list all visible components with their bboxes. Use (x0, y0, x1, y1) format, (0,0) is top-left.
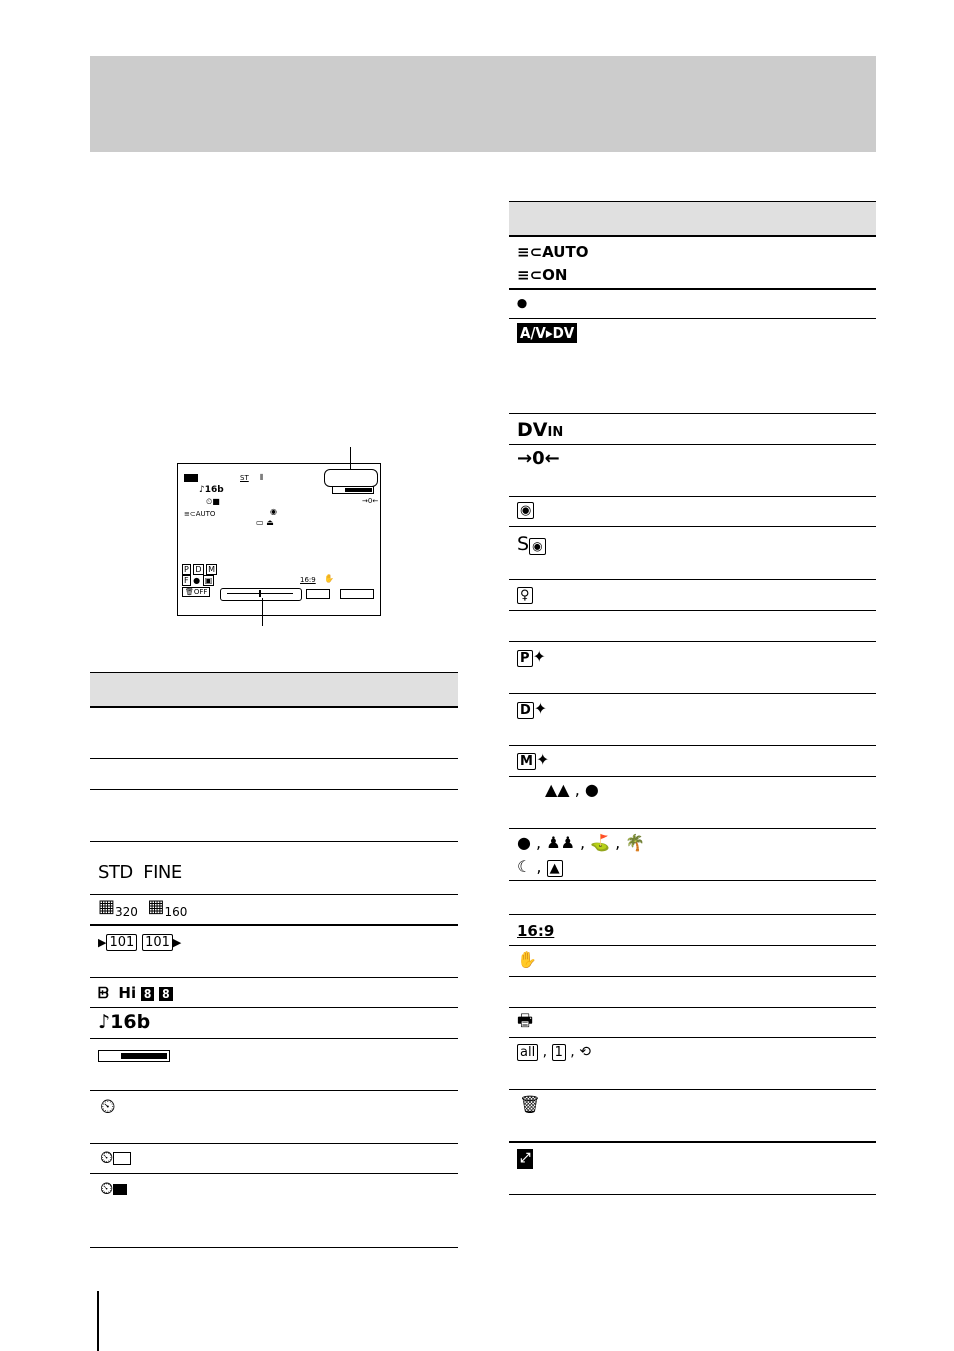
left-table-header (90, 673, 458, 707)
zoom-bar-marker (259, 590, 261, 597)
battery-icon (184, 474, 198, 484)
wide-mode-icon: 16:9 (300, 576, 316, 584)
memory-stick-icon (517, 1148, 533, 1169)
movie-size-icons (98, 898, 187, 921)
triangle-right-icon: ▶ (98, 936, 107, 949)
left-row-divider (90, 1090, 458, 1091)
steady-shot-icon: ✋ (324, 574, 334, 583)
right-table-top-rule (509, 201, 876, 202)
tape-format-icons (98, 984, 173, 1002)
left-row-divider (90, 1173, 458, 1174)
tape-remaining-icon (98, 1046, 170, 1064)
right-row-divider (509, 776, 876, 777)
right-row-divider (509, 1089, 876, 1090)
wide-mode-icon: 16:9 (517, 922, 555, 940)
fine-quality-icon: FINE (143, 862, 182, 883)
right-row-divider (509, 610, 876, 611)
right-row-divider (509, 745, 876, 746)
left-row-divider (90, 1143, 458, 1144)
dv-in-icon (517, 421, 563, 442)
std-mark: ST (240, 474, 249, 482)
std-quality-icon: STD (98, 862, 133, 883)
right-table-header-rule (509, 235, 876, 237)
self-timer-icon: ⏲■ (206, 497, 220, 506)
scene-icons: F ● ▣ (184, 576, 213, 585)
nightshot-box: ◉ (517, 502, 534, 519)
trash-icon: 🗑 (519, 1095, 541, 1115)
cassette-eject-icon: ▭ ⏏ (256, 518, 274, 527)
right-row-divider (509, 579, 876, 580)
left-table-header-rule (90, 706, 458, 708)
tape-remaining-bar (98, 1050, 170, 1062)
pause-play-icon: ⏺ (517, 291, 527, 315)
digital-effect-icon: D ✦ (517, 700, 547, 719)
right-row-divider (509, 641, 876, 642)
folder-101-icon: 101 (142, 934, 173, 951)
landscape-box: ▲ (547, 860, 563, 877)
lcd-frame (177, 463, 381, 616)
eight-icon: 8 (141, 987, 155, 1001)
slow-shutter-box: ♀ (517, 587, 533, 604)
right-table-bottom-rule (509, 1194, 876, 1195)
digital8-icon: ᗸ (98, 984, 109, 1002)
left-row-divider (90, 1007, 458, 1008)
right-row-divider (509, 914, 876, 915)
zero-set-icon: →0← (362, 497, 379, 505)
interval-photo-icon: ⏲ (100, 1180, 127, 1198)
callout-line-top (350, 447, 351, 469)
backlight-icon (517, 500, 534, 519)
program-ae-icons: ● , ♟♟ , ⛳ , 🌴 (517, 833, 646, 852)
callout-box (324, 469, 378, 487)
format-icon: ⦀ (260, 473, 264, 482)
right-row-divider (509, 318, 876, 319)
film-icon: ▦ (98, 896, 116, 917)
color-slow-shutter-icon (517, 585, 533, 604)
right-row-divider (509, 945, 876, 946)
av-dv-icon (517, 323, 577, 343)
triangle-right-icon: ▶ (172, 936, 182, 949)
folder-icons (98, 932, 181, 952)
dv-label: DV (517, 419, 548, 441)
super-s-label: S (517, 533, 530, 555)
flash-auto-icon: ≡⊂AUTO (517, 243, 589, 261)
steady-shot-off-icon: ✋ (517, 950, 537, 969)
in-label: IN (547, 425, 564, 440)
right-row-divider (509, 444, 876, 445)
section-header-band (90, 56, 876, 152)
size-160-label: 160 (164, 905, 188, 919)
right-row-divider (509, 496, 876, 497)
right-row-divider (509, 828, 876, 829)
tape-remaining-icon (332, 486, 374, 496)
right-row-divider (509, 288, 876, 290)
m-box: M (517, 753, 536, 770)
print-mark-icon: 🖶 (517, 1011, 534, 1031)
right-row-divider (509, 413, 876, 414)
right-row-divider (509, 1007, 876, 1008)
callout-line-bottom (262, 598, 263, 626)
off-label: OFF (193, 588, 208, 596)
program-ae-icons: P D M (184, 565, 215, 574)
size-320-label: 320 (115, 905, 138, 919)
audio-mode-icon: ♪16b (98, 1011, 151, 1033)
hi-label: Hi (118, 984, 137, 1002)
all-box: all (517, 1044, 538, 1061)
delete-off-button: 🗑OFF (182, 588, 210, 597)
super-nightshot-icon (517, 535, 546, 555)
flash-auto-label: AUTO (195, 510, 216, 518)
right-row-divider (509, 880, 876, 881)
self-timer-icon: ⏲ (100, 1094, 116, 1118)
focus-icons: ▲▲ , ● (545, 780, 599, 799)
quality-icons (98, 864, 182, 882)
left-row-divider (90, 894, 458, 895)
p-box: P (517, 650, 533, 667)
page-margin-bar (97, 1291, 99, 1351)
hi8-icon (118, 984, 136, 1002)
audio-mode-icon: ♪16b (199, 485, 224, 495)
flash-auto-icon: ≡⊂AUTO (184, 510, 216, 518)
left-row-divider (90, 841, 458, 842)
left-table-bottom-rule (90, 1247, 458, 1248)
right-row-divider (509, 1141, 876, 1143)
backlight-icon: ◉ (270, 507, 277, 516)
tape-button (306, 589, 330, 601)
av-dv-label: A/V▸DV (517, 323, 577, 343)
zero-set-memory-icon: →0← (517, 448, 560, 469)
memory-mix-icon: M ✦ (517, 751, 549, 770)
memory-stick-box: ⤢ (517, 1149, 533, 1169)
left-row-divider (90, 1038, 458, 1039)
zoom-bar-callout (220, 588, 302, 601)
right-table-header (509, 202, 876, 236)
left-row-divider (90, 758, 458, 759)
left-row-divider (90, 789, 458, 790)
flash-auto-label: AUTO (542, 243, 589, 261)
eight-icon: 8 (159, 987, 173, 1001)
right-row-divider (509, 1037, 876, 1038)
left-row-divider (90, 977, 458, 978)
right-row-divider (509, 526, 876, 527)
interval-rec-tape-icon: ⏲ (100, 1149, 131, 1167)
blank-button (340, 589, 374, 601)
flash-on-label: ON (542, 266, 568, 284)
picture-effect-icon: P ✦ (517, 648, 546, 667)
left-row-divider (90, 924, 458, 926)
left-table-top-rule (90, 672, 458, 673)
flash-on-icon: ≡⊂ON (517, 266, 568, 284)
folder-101-icon: 101 (106, 934, 137, 951)
film-icon: ▦ (147, 896, 165, 917)
d-box: D (517, 702, 534, 719)
program-ae-icons-2: ☾ , ▲ (517, 858, 563, 877)
nightshot-box: ◉ (529, 538, 545, 555)
one-box: 1 (552, 1044, 566, 1061)
slide-show-icons: all , 1 , ⟲ (517, 1043, 591, 1061)
right-row-divider (509, 693, 876, 694)
right-row-divider (509, 976, 876, 977)
